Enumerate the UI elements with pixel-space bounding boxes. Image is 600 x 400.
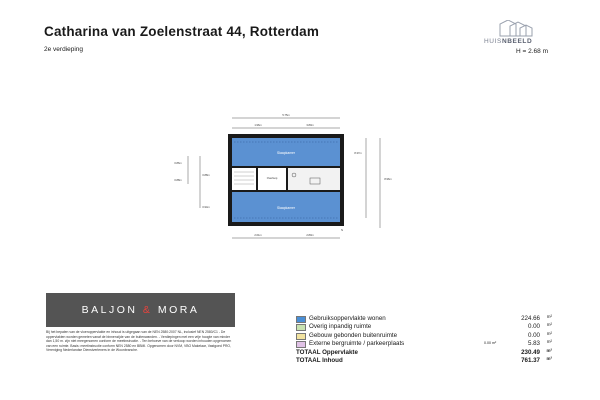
legend-label: Externe bergruimte / parkeerplaats [309,340,405,348]
total-row [296,349,552,357]
legend-unit: m² [546,330,552,336]
disclaimer-text: Bij het bepalen van de vloeroppervlakte en inhoud is uitgegaan van de NEN 2580:2007 NL, inclusief NEN 2580/C1 - De oppervlakten worden gemeten vanaf de binnenzijde van de buitenwanden. - Verdiepingen met een vrije hoogte van minder dan 1,50 m. zijn niet meegenomen conform de meetinstructie. - Ten behoeve van de verkoop worden inhouden opgenomen van een ruimte. Basis: meetinstructie conform NEN 2580 en BBMI. Opgenomen door NVM, VBO Makelaar, Vastgoed PRO, Vereniging Nederlandse Dienstverleners in de Woonbranche. [46,330,232,353]
dim-left-a: 0.86m [174,162,182,165]
legend-row [296,332,552,340]
legend-value: 224.66 [521,315,540,322]
dim-bottom-right: 2.80m [306,234,314,237]
landing [288,168,340,190]
dim-top-total: 5.75m [282,114,290,117]
legend-swatch [296,341,306,348]
legend-label: Overig inpandig ruimte [309,323,372,331]
total-row [296,357,552,365]
legend-swatch [296,333,306,340]
floor-label: 2e verdieping [44,46,84,53]
legend-row [296,340,552,348]
dim-left-b: 0.88m [174,179,182,182]
brand-banner [46,293,235,327]
total-value: 230.49 [521,348,540,356]
legend-row [296,323,552,331]
room-label-top: Slaapkamer [276,151,296,155]
dim-inner-left: 0.88m [202,174,210,177]
room-label-bottom: Slaapkamer [276,206,296,210]
legend-value: 0.00 [527,331,540,339]
room-label-stair: Overloop [266,177,278,180]
total-label: TOTAAL Inhoud [296,356,343,364]
legend-swatch [296,324,306,331]
page-title: Catharina van Zoelenstraat 44, Rotterdam [44,24,320,39]
bathroom [232,168,256,190]
house-logo-icon [484,20,550,50]
logo-text [484,38,532,45]
total-label: TOTAAL Oppervlakte [296,348,358,356]
logo-text-part2: NBEELD [501,38,533,45]
legend-row [296,315,552,323]
brand-amp: & [142,304,153,316]
brand-name-a: BALJON [81,304,138,316]
total-value: 761.37 [521,356,540,364]
floor-plan [170,110,410,250]
north-marker: N [341,229,343,232]
dim-right-outer: 8.96m [384,178,392,181]
area-legend [296,315,552,365]
logo-text-part1: HUIS [484,38,502,45]
legend-swatch [296,316,306,323]
brand-name-b: MORA [157,304,200,316]
legend-value: 0.00 [527,323,540,331]
legend-label: Gebouw gebonden buitenruimte [309,331,398,339]
total-unit: m³ [546,355,552,361]
legend-value: 5.83 [527,340,540,348]
dim-top-left: 1.96m [254,124,262,127]
legend-sub-value: 0.00 m² [484,341,497,346]
legend-unit: m² [546,314,552,319]
legend-label: Gebruiksoppervlakte wonen [309,315,386,322]
dim-top-right: 3.80m [306,124,314,127]
dim-bottom-left: 2.61m [254,234,262,237]
dim-right-inner: 8.37m [354,152,362,155]
legend-unit: m² [546,339,552,345]
total-unit: m² [546,347,552,353]
dim-left-c: 0.94m [202,206,210,209]
legend-unit: m² [546,322,552,328]
ceiling-height: H = 2.68 m [516,48,548,55]
